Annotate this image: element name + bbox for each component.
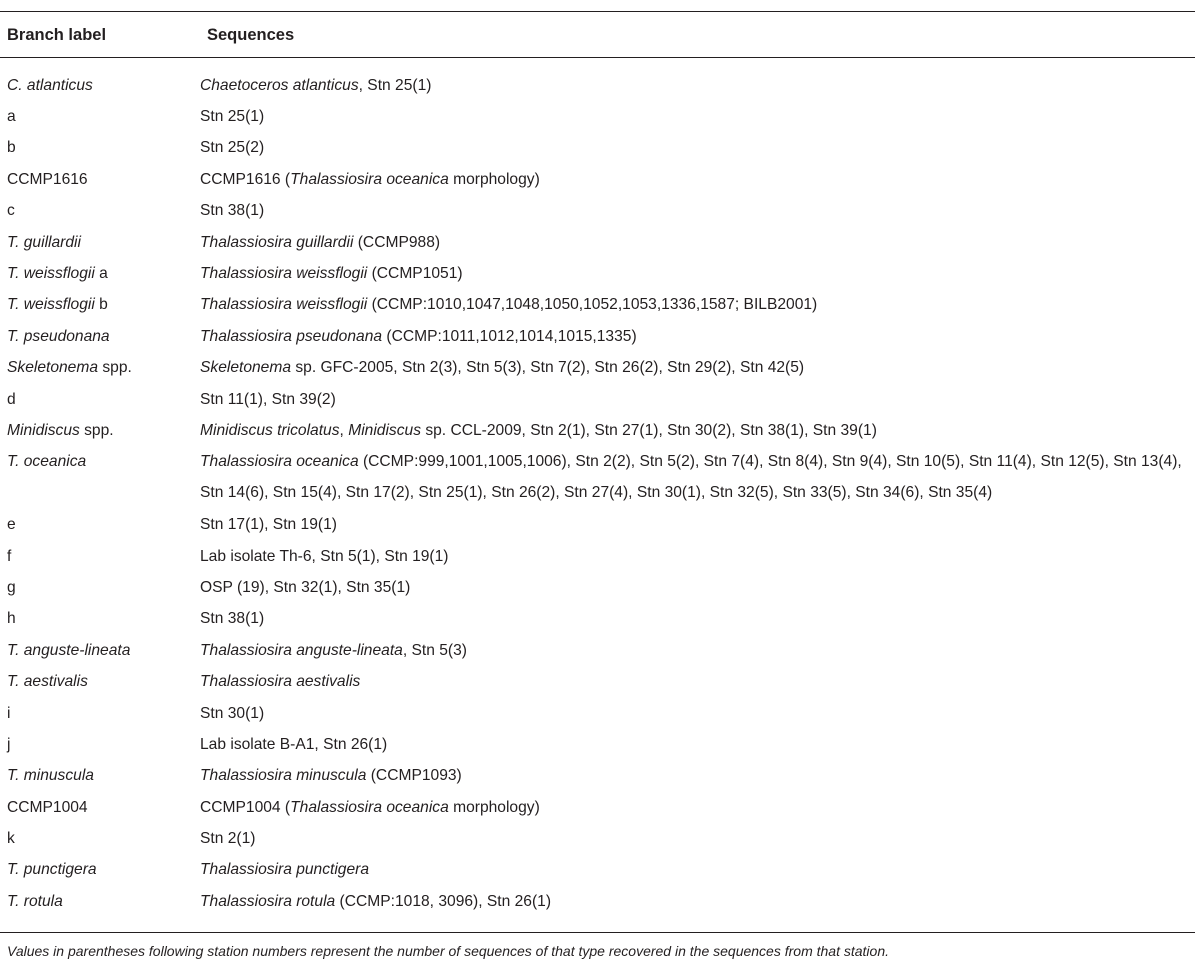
sequences-cell <box>200 390 1195 410</box>
sequences-cell <box>200 358 1195 378</box>
sequences-text: , Stn 5(3) <box>402 641 467 659</box>
table-row <box>0 227 1195 258</box>
sequences-text: CCMP1004 ( <box>200 798 291 816</box>
sequences-text: Thalassiosira oceanica <box>290 170 449 188</box>
table-row <box>0 635 1195 666</box>
branch-label-cell <box>0 327 200 347</box>
sequences-text: (CCMP:1011,1012,1014,1015,1335) <box>382 327 637 345</box>
branch-label-cell <box>0 892 200 912</box>
branch-label-text: Skeletonema <box>7 359 99 377</box>
sequences-text: Skeletonema <box>200 359 292 377</box>
table-row <box>0 384 1195 415</box>
table-row <box>0 666 1195 697</box>
table-body <box>0 70 1195 918</box>
sequences-text: sp. CCL-2009, Stn 2(1), Stn 27(1), Stn 30(2), Stn 38(1), Stn 39(1) <box>421 421 877 439</box>
column-header-branch-label: Branch label <box>7 26 107 44</box>
table-row <box>0 290 1195 321</box>
branch-label-text: i <box>7 704 11 722</box>
branch-label-text: b <box>94 296 108 314</box>
branch-label-text: d <box>7 390 16 408</box>
sequences-text: OSP (19), Stn 32(1), Stn 35(1) <box>200 578 411 596</box>
sequences-text: Thalassiosira oceanica <box>290 798 449 816</box>
branch-label-text: spp. <box>79 421 114 439</box>
branch-label-cell <box>0 233 200 253</box>
table-header-rule <box>0 57 1195 58</box>
table-row <box>0 196 1195 227</box>
branch-label-text: CCMP1004 <box>7 798 88 816</box>
sequences-cell <box>200 829 1195 849</box>
sequences-text: Chaetoceros atlanticus <box>200 76 359 94</box>
sequences-text: (CCMP:999,1001,1005,1006), Stn 2(2), Stn 5(2), Stn 7(4), Stn 8(4), Stn 9(4), Stn 10(5), Stn 11(4), Stn 12(5), Stn 13(4), Stn 14(6), Stn 15(4), Stn 17(2), Stn 25(1), Stn 26(2), Stn 27(4), Stn 30(1), Stn 32(5), Stn 33(5), Stn 34(6), Stn 35(4) <box>200 453 1187 502</box>
sequences-cell <box>200 609 1195 629</box>
sequences-text: Stn 11(1), Stn 39(2) <box>200 390 336 408</box>
sequences-text: (CCMP:1018, 3096), Stn 26(1) <box>335 892 552 910</box>
branch-label-text: k <box>7 830 15 848</box>
branch-label-text: T. guillardii <box>7 233 81 251</box>
sequences-text: (CCMP1093) <box>366 767 462 785</box>
sequences-cell <box>200 892 1195 912</box>
branch-label-text: f <box>7 547 12 565</box>
table-row <box>0 604 1195 635</box>
branch-label-text: T. punctigera <box>7 861 97 879</box>
sequences-cell <box>200 421 1195 441</box>
sequences-cell <box>200 107 1195 127</box>
sequences-text: Thalassiosira oceanica <box>200 453 359 470</box>
branch-label-text: j <box>7 735 11 753</box>
table-row <box>0 572 1195 603</box>
table-bottom-rule <box>0 932 1195 933</box>
table-row <box>0 258 1195 289</box>
branch-label-text: CCMP1616 <box>7 170 88 188</box>
branch-label-text: g <box>7 578 16 596</box>
sequences-text: morphology) <box>448 798 540 816</box>
branch-label-cell <box>0 421 200 441</box>
sequences-text: Stn 30(1) <box>200 704 265 722</box>
sequences-cell <box>200 704 1195 724</box>
sequences-cell <box>200 798 1195 818</box>
sequences-text: Thalassiosira pseudonana <box>200 327 383 345</box>
branch-label-cell <box>0 358 200 378</box>
branch-label-text: a <box>94 265 108 283</box>
sequences-cell <box>200 170 1195 190</box>
sequences-text: Stn 25(2) <box>200 139 265 157</box>
table-row <box>0 823 1195 854</box>
sequences-text: Thalassiosira weissflogii <box>200 296 368 314</box>
table-row <box>0 698 1195 729</box>
table-row <box>0 761 1195 792</box>
branch-label-cell <box>0 829 200 849</box>
branch-label-cell <box>0 201 200 221</box>
branch-label-text: e <box>7 516 16 534</box>
table-row <box>0 133 1195 164</box>
table-row <box>0 792 1195 823</box>
branch-label-cell <box>0 515 200 535</box>
sequences-text: Stn 2(1) <box>200 830 256 848</box>
branch-label-cell <box>0 107 200 127</box>
table-row <box>0 886 1195 917</box>
sequences-text: sp. GFC-2005, Stn 2(3), Stn 5(3), Stn 7(2), Stn 26(2), Stn 29(2), Stn 42(5) <box>291 359 805 377</box>
sequences-cell <box>200 735 1195 755</box>
sequences-text: , Stn 25(1) <box>358 76 432 94</box>
branch-label-text: T. weissflogii <box>7 265 95 283</box>
branch-label-text: T. anguste-lineata <box>7 641 131 659</box>
table-row <box>0 321 1195 352</box>
table-row <box>0 509 1195 540</box>
table-row <box>0 101 1195 132</box>
sequences-cell <box>200 264 1195 284</box>
table-footnote: Values in parentheses following station numbers represent the number of sequences of that type recovered in the sequences from that station. <box>7 943 889 959</box>
sequences-cell <box>200 578 1195 598</box>
table-row <box>0 729 1195 760</box>
branch-label-cell <box>0 170 200 190</box>
branch-label-text: C. atlanticus <box>7 76 93 94</box>
branch-label-cell <box>0 766 200 786</box>
sequences-text: Thalassiosira anguste-lineata <box>200 641 403 659</box>
sequences-cell <box>200 138 1195 158</box>
branch-label-cell <box>0 860 200 880</box>
sequences-cell <box>200 515 1195 535</box>
table-row <box>0 164 1195 195</box>
branch-label-text: c <box>7 202 15 220</box>
sequences-cell <box>200 766 1195 786</box>
sequences-text: (CCMP1051) <box>367 265 463 283</box>
sequences-text: morphology) <box>448 170 540 188</box>
sequences-text: (CCMP988) <box>353 233 441 251</box>
sequences-text: Minidiscus <box>348 421 421 439</box>
sequences-cell <box>200 860 1195 880</box>
branch-label-text: T. weissflogii <box>7 296 95 314</box>
sequences-text: Thalassiosira punctigera <box>200 861 370 879</box>
branch-label-cell <box>0 76 200 96</box>
branch-label-text: spp. <box>98 359 132 377</box>
branch-label-cell <box>0 264 200 284</box>
sequences-text: CCMP1616 ( <box>200 170 291 188</box>
table-row <box>0 415 1195 446</box>
sequences-cell <box>200 672 1195 692</box>
table-row <box>0 541 1195 572</box>
table-row <box>0 353 1195 384</box>
branch-label-cell <box>0 735 200 755</box>
sequences-cell <box>200 76 1195 96</box>
sequences-cell <box>200 295 1195 315</box>
sequences-text: Lab isolate Th-6, Stn 5(1), Stn 19(1) <box>200 547 449 565</box>
sequences-cell <box>200 446 1195 509</box>
table-top-rule <box>0 11 1195 12</box>
table-row <box>0 447 1195 510</box>
sequences-cell <box>200 547 1195 567</box>
branch-label-cell <box>0 452 200 472</box>
sequences-text: Thalassiosira weissflogii <box>200 265 368 283</box>
branch-label-cell <box>0 641 200 661</box>
branch-label-text: b <box>7 139 16 157</box>
branch-label-text: h <box>7 610 16 628</box>
branch-label-cell <box>0 609 200 629</box>
branch-label-text: T. minuscula <box>7 767 94 785</box>
sequences-text: Lab isolate B-A1, Stn 26(1) <box>200 735 388 753</box>
branch-label-cell <box>0 704 200 724</box>
branch-label-cell <box>0 295 200 315</box>
sequences-text: Stn 38(1) <box>200 610 265 628</box>
branch-label-text: T. aestivalis <box>7 673 88 691</box>
branch-label-cell <box>0 672 200 692</box>
sequences-text: Thalassiosira rotula <box>200 892 336 910</box>
branch-label-text: a <box>7 108 16 126</box>
branch-label-cell <box>0 390 200 410</box>
sequences-text: Stn 25(1) <box>200 108 265 126</box>
table-row <box>0 855 1195 886</box>
sequences-text: Stn 17(1), Stn 19(1) <box>200 516 337 534</box>
branch-label-cell <box>0 798 200 818</box>
sequences-text: Thalassiosira guillardii <box>200 233 354 251</box>
branch-label-text: T. oceanica <box>7 452 87 470</box>
branch-label-cell <box>0 547 200 567</box>
sequences-cell <box>200 641 1195 661</box>
branch-label-text: T. pseudonana <box>7 327 110 345</box>
sequences-text: Minidiscus tricolatus <box>200 421 340 439</box>
sequences-text: Thalassiosira aestivalis <box>200 673 361 691</box>
table-row <box>0 70 1195 101</box>
sequences-cell <box>200 233 1195 253</box>
branch-label-cell <box>0 578 200 598</box>
sequences-text: Stn 38(1) <box>200 202 265 220</box>
branch-label-cell <box>0 138 200 158</box>
branch-label-text: Minidiscus <box>7 421 80 439</box>
sequences-text: , <box>339 421 349 439</box>
column-header-sequences: Sequences <box>207 26 295 44</box>
sequences-text: (CCMP:1010,1047,1048,1050,1052,1053,1336,1587; BILB2001) <box>367 296 818 314</box>
sequences-cell <box>200 201 1195 221</box>
branch-label-text: T. rotula <box>7 892 63 910</box>
sequences-cell <box>200 327 1195 347</box>
sequences-text: Thalassiosira minuscula <box>200 767 367 785</box>
